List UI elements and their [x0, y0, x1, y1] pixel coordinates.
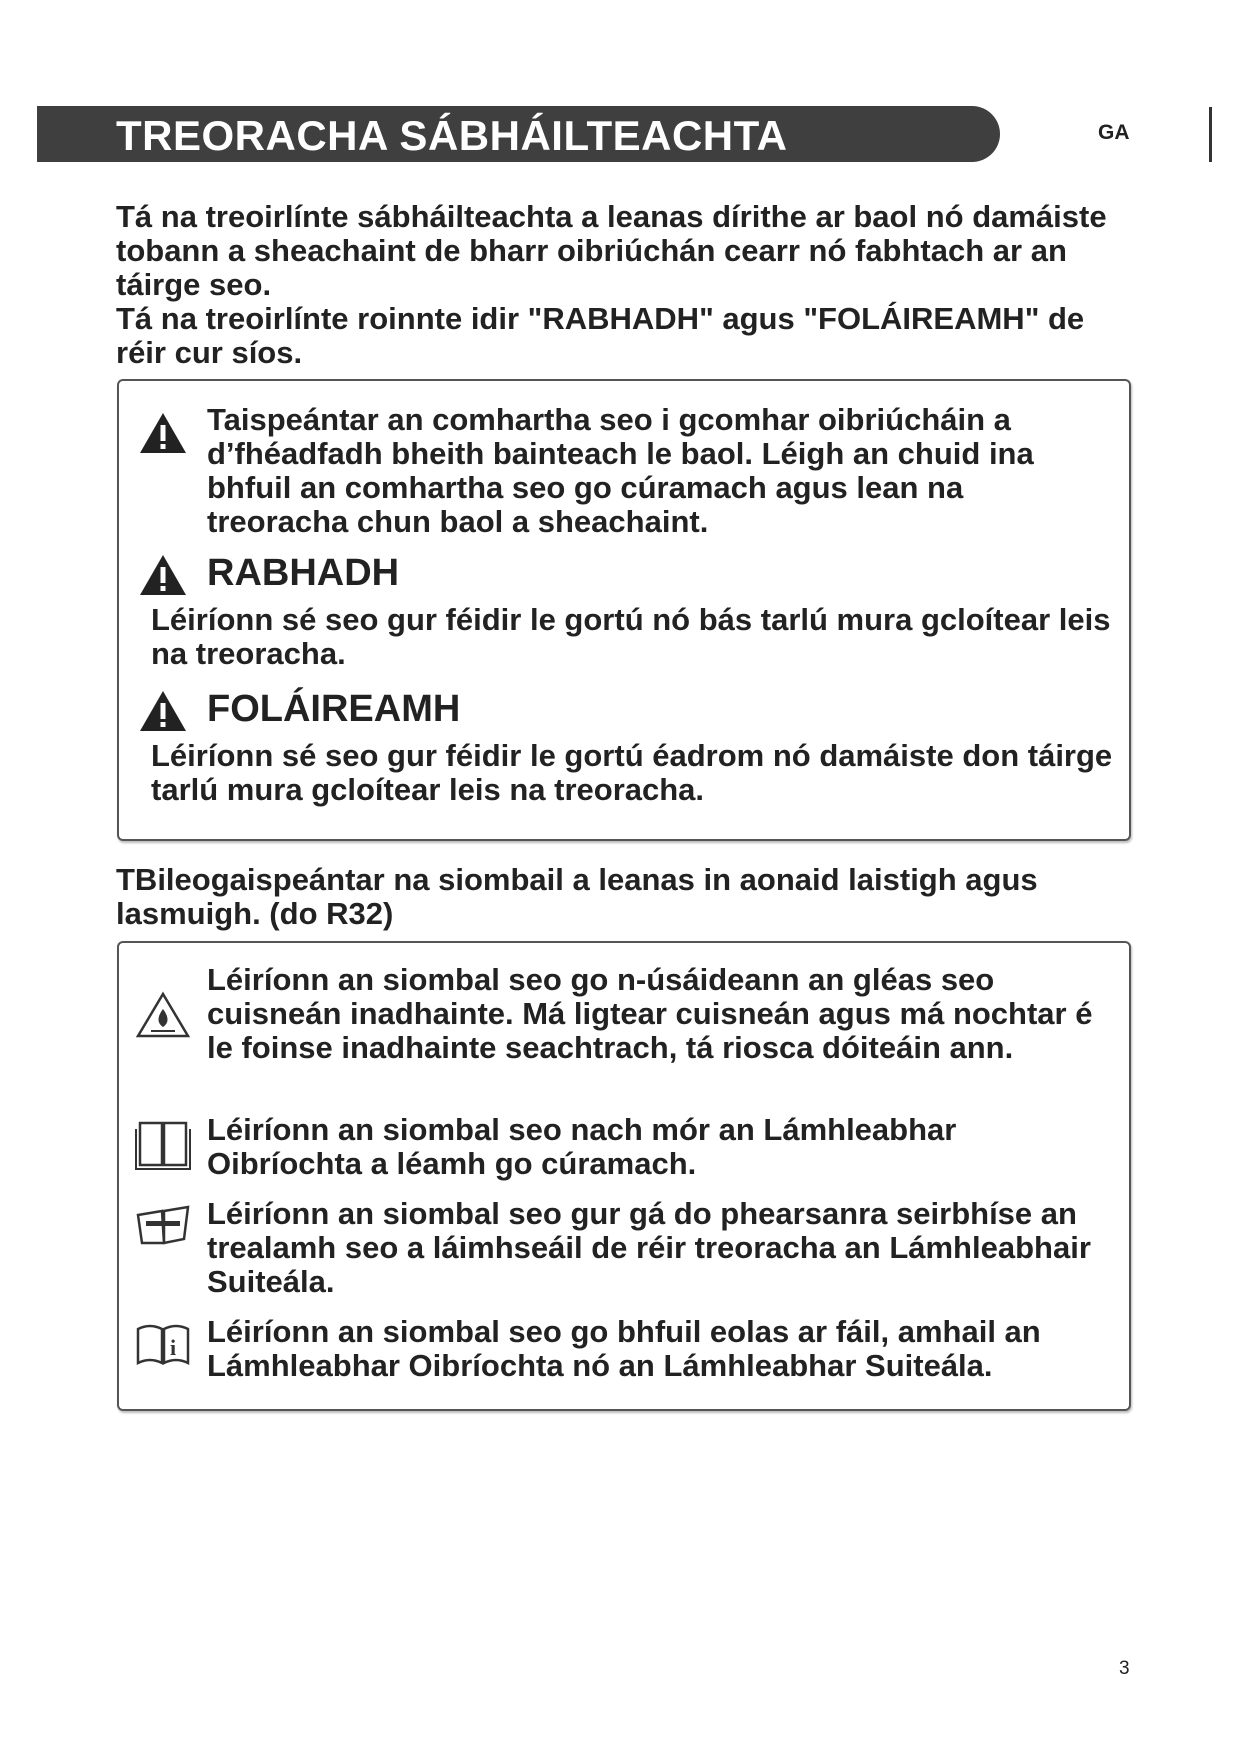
warning-triangle-icon [119, 553, 207, 597]
symbol-item [119, 1197, 1127, 1299]
information-book-icon [119, 1315, 207, 1383]
margin-rule [1209, 107, 1212, 162]
symbol-item [119, 1113, 1107, 1181]
warning-text: Léiríonn sé seo gur féidir le gortú nó bás tarlú mura gcloítear leis na treoracha. [151, 602, 1111, 671]
symbol-item-text: Léiríonn an siombal seo nach mór an Lámhleabhar Oibríochta a léamh go cúramach. [207, 1112, 957, 1181]
caution-heading [119, 689, 460, 733]
warning-triangle-icon [119, 403, 207, 539]
section-header-bar [37, 106, 1000, 162]
symbol-explanation [119, 403, 1112, 539]
caution-triangle-icon [119, 689, 207, 733]
service-manual-icon [119, 1197, 207, 1299]
manual-book-icon [119, 1113, 207, 1181]
flammable-warning-icon [119, 963, 207, 1065]
symbol-item [119, 1315, 1127, 1383]
caution-text: Léiríonn sé seo gur féidir le gortú éadrom nó damáiste don táirge tarlú mura gcloítear leis na treoracha. [151, 738, 1113, 807]
symbol-explanation-text: Taispeántar an comhartha seo i gcomhar oibriúcháin a d’fhéadfadh bheith bainteach le baol. Léigh an chuid ina bhfuil an comhartha seo go cúramach agus lean na treoracha chun baol a sheachaint. [207, 402, 1034, 539]
symbol-item-text: Léiríonn an siombal seo go bhfuil eolas ar fáil, amhail an Lámhleabhar Oibríochta nó an Lámhleabhar Suiteála. [207, 1314, 1041, 1383]
intro-text [116, 200, 1136, 370]
caution-title: FOLÁIREAMH [207, 688, 461, 730]
intro-paragraph: Tá na treoirlínte roinnte idir "RABHADH" agus "FOLÁIREAMH" de réir cur síos. [116, 301, 1085, 370]
symbols-subheading: TBileogaispeántar na siombail a leanas in aonaid laistigh agus lasmuigh. (do R32) [116, 862, 1038, 931]
warning-title: RABHADH [207, 552, 400, 594]
symbol-item-text: Léiríonn an siombal seo gur gá do phearsanra seirbhíse an trealamh seo a láimhseáil de réir treoracha an Lámhleabhair Suiteála. [207, 1196, 1091, 1299]
svg-text:i: i [170, 1335, 177, 1360]
page-number: 3 [1119, 1658, 1130, 1679]
warning-heading [119, 553, 399, 597]
section-title: TREORACHA SÁBHÁILTEACHTA [116, 112, 788, 159]
intro-paragraph: Tá na treoirlínte sábháilteachta a leanas dírithe ar baol nó damáiste tobann a sheachaint de bharr oibriúchán cearr nó fabhtach ar an táirge seo. [116, 199, 1107, 302]
symbol-item-text: Léiríonn an siombal seo go n-úsáideann an gléas seo cuisneán inadhainte. Má ligtear cuisneán agus má nochtar é le foinse inadhainte seachtrach, tá riosca dóiteáin ann. [207, 962, 1093, 1065]
symbols-legend-box [117, 941, 1131, 1411]
language-code: GA [1098, 121, 1130, 144]
warning-legend-box [117, 379, 1131, 841]
symbol-item [119, 963, 1107, 1065]
